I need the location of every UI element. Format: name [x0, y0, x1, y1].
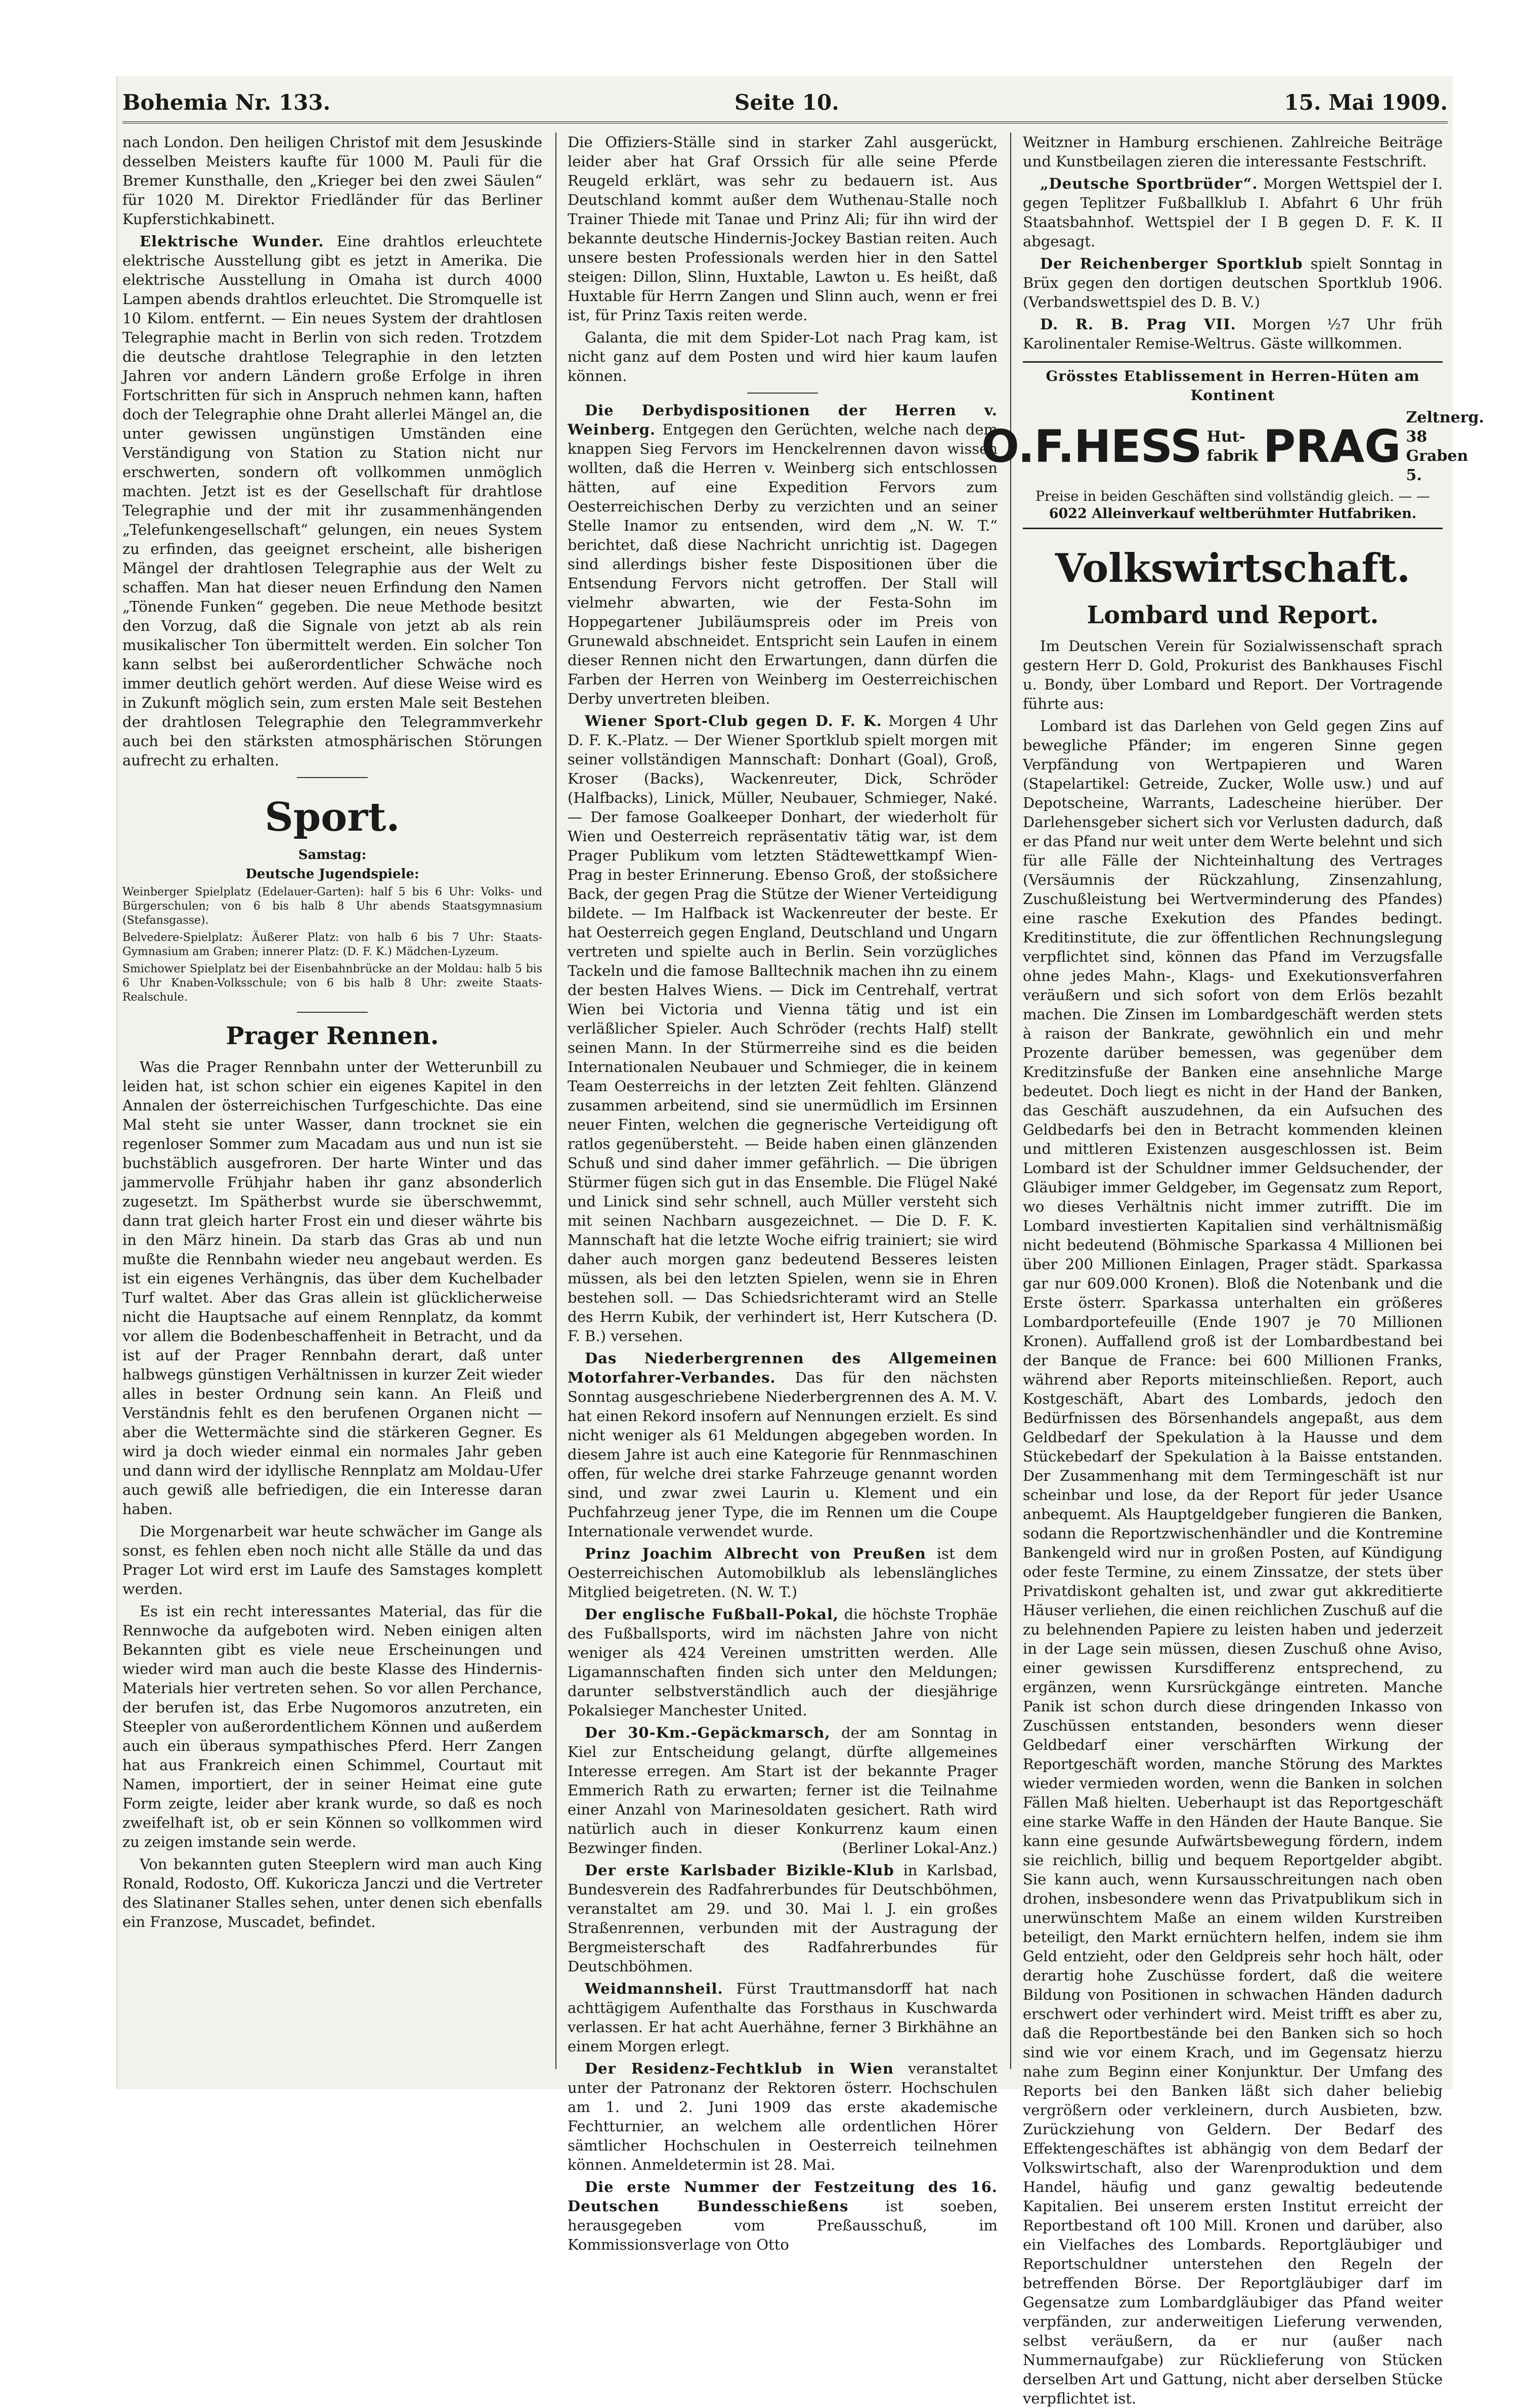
- column-3: [981, 133, 1484, 2407]
- paragraph: Die Offiziers-Ställe sind in starker Zahl ausgerückt, leider aber hat Graf Orssich für alle seine Pferde Reugeld erklärt, was sehr zu bedauern ist. Aus Deutschland kommt außer dem Wuthenau-Stalle noch Trainer Thiede mit Tanae und Prinz Ali; für ihn wird der bekannte deutsche Hindernis-Jockey Bastian reiten. Auch unsere besten Professionals werden hier in den Sattel steigen: Dillon, Slinn, Huxtable, Lawton u. Es heißt, daß Huxtable für Herrn Zangen und Slinn auch, wenn er frei ist, für Prinz Taxis reiten werde.: [568, 134, 998, 324]
- article-fussball-pokal: [568, 1605, 998, 1720]
- article-body: Morgen ½7 Uhr früh Karolinentaler Remise-Weltrus. Gäste willkommen.: [1023, 316, 1443, 352]
- article-title-prager-rennen: Prager Rennen.: [226, 1022, 439, 1050]
- header-rule: [122, 121, 1448, 123]
- paragraph: Weitzner in Hamburg erschienen. Zahlreiche Beiträge und Kunstbeilagen zieren die interessante Festschrift.: [1023, 134, 1443, 170]
- ad-price-line: Preise in beiden Geschäften sind vollständig gleich. — —: [1035, 489, 1430, 504]
- paragraph: Von bekannten guten Steeplern wird man auch King Ronald, Rodosto, Off. Kukoricza Janczi und die Vertreter des Slatinaner Stalles sehen, unter denen sich ebenfalls ein Franzose, Muscadet, befindet.: [122, 1856, 542, 1930]
- article-heading: Der 30-Km.-Gepäckmarsch,: [585, 1724, 831, 1741]
- article-reichenberger: [1023, 254, 1443, 312]
- article-heading: „Deutsche Sportbrüder“.: [1040, 175, 1258, 192]
- article-elektrische-wunder: [122, 232, 542, 770]
- article-heading: Der Reichenberger Sportklub: [1040, 255, 1303, 272]
- article-body: Morgen 4 Uhr D. F. K.-Platz. — Der Wiener Sportklub spielt morgen mit seiner vollständigen Mannschaft: Donhart (Goal), Groß, Kroser (Backs), Wackenreuter, Dick, Schröder (Halfbacks), Linick, Müller, Neubauer, Schmieger, Naké. — Der famose Goalkeeper Donhart, der wiederholt für Wien und Oesterreich repräsentativ tätig war, ist dem Prager Publikum vom letzten Städtewettkampf Wien-Prag in bester Erinnerung. Ebenso Groß, der stoßsichere Back, der gegen Prag die Stütze der Wiener Verteidigung bildete. — Im Halfback ist Wackenreuter der beste. Er hat Oesterreich gegen England, Deutschland und Ungarn vertreten und spielte auch in Berlin. Sein vorzügliches Tackeln und die famose Balltechnik machen ihn zu einem der besten Halves Wiens. — Dick im Centrehalf, vertrat Wien bei Victoria und Vienna tätig und ist ein verläßlicher Spieler. Auch Schröder (rechts Half) stellt seinen Mann. In der Stürmerreihe sind es die beiden Internationalen Neubauer und Schmieger, die in keinem Team Oesterreichs in der letzten Zeit fehlten. Glänzend zusammen arbeitend, sind sie unermüdlich im Ersinnen neuer Finten, welchen die gegnerische Verteidigung oft ratlos gegenübersteht. — Beide haben einen glänzenden Schuß und sind daher immer gefährlich. — Die übrigen Stürmer fügen sich gut in das Ensemble. Die Flügel Naké und Linick sind sehr schnell, auch Müller versteht sich mit seinen Nachbarn ausgezeichnet. — Die D. F. K. Mannschaft hat die letzte Woche eifrig trainiert; sie wird daher auch morgen ganz bedeutend Besseres leisten müssen, als bei den letzten Spielen, wenn sie in Ehren bestehen soll. — Das Schiedsrichteramt wird an Stelle des Herrn Kubik, der verhindert ist, Herr Kutschera (D. F. B.) versehen.: [568, 712, 998, 1345]
- article-heading: Der englische Fußball-Pokal,: [585, 1606, 839, 1623]
- article-heading: Prinz Joachim Albrecht von Preußen: [585, 1545, 926, 1562]
- article-body: die höchste Trophäe des Fußballsports, wird im nächsten Jahre von nicht weniger als 424 Vereinen umstritten werden. Alle Ligamannschaften finden sich unter den Meldungen; darunter selbstverständlich auch der diesjährige Pokalsieger Manchester United.: [568, 1606, 998, 1719]
- ad-tagline: Grösstes Etablissement in Herren-Hüten am Kontinent: [1046, 368, 1420, 404]
- schedule-item: Weinberger Spielplatz (Edelauer-Garten): half 5 bis 6 Uhr: Volks- und Bürgerschulen; von 6 bis halb 8 Uhr abends Staatsgymnasium (Stefansgasse).: [122, 886, 542, 927]
- article-body: ist dem Oesterreichischen Automobilklub als lebenslängliches Mitglied beigetreten. (N. W. T.): [568, 1545, 998, 1601]
- section-divider: [297, 1012, 368, 1013]
- article-heading: D. R. B. Prag VII.: [1040, 316, 1236, 333]
- article-body: Morgen Wettspiel der I. gegen Teplitzer Fußballklub I. Abfahrt 6 Uhr früh Staatsbahnhof. Wettspiel der I B gegen D. F. K. II abgesagt.: [1023, 175, 1443, 250]
- article-heading: Die Derbydispositionen der Herren v. Weinberg.: [568, 402, 998, 438]
- ad-address: Zeltnerg. 38 Graben 5.: [1406, 409, 1484, 484]
- article-weidmannsheil: [568, 1979, 998, 2056]
- schedule-subtitle: Deutsche Jugendspiele:: [245, 867, 419, 882]
- article-heading: Der Residenz-Fechtklub in Wien: [585, 2060, 894, 2077]
- article-body: spielt Sonntag in Brüx gegen den dortigen deutschen Sportklub 1906. (Verbandswettspiel des D. B. V.): [1023, 255, 1443, 311]
- ad-brand: O.F.HESS: [981, 420, 1202, 472]
- article-heading: Elektrische Wunder.: [140, 233, 324, 250]
- article-drb: [1023, 315, 1443, 353]
- issue-number: Bohemia Nr. 133.: [122, 90, 331, 115]
- paragraph: Galanta, die mit dem Spider-Lot nach Prag kam, ist nicht ganz auf dem Posten und wird hier kaum laufen können.: [568, 329, 998, 384]
- paragraph: Es ist ein recht interessantes Material, das für die Rennwoche da aufgeboten wird. Neben einigen alten Bekannten gibt es viele neue Erscheinungen und wieder wird man auch die beste Klasse des Hindernis-Materials hier vertreten sehen. So vor allen Perchance, der berufen ist, das Erbe Nugomoros anzutreten, ein Steepler von außerordentlichem Können und außerdem auch ein überaus sympathisches Pferd. Herr Zangen hat aus Frankreich einen Schimmel, Courtaut mit Namen, importiert, der in seiner Heimat eine gute Form zeigte, leider aber krank wurde, so daß es noch zweifelhaft ist, ob er sein Können so vollkommen wird zu zeigen imstande sein werde.: [122, 1603, 542, 1851]
- article-gepaeckmarsch: [568, 1723, 998, 1858]
- article-body: veranstaltet unter der Patronanz der Rektoren österr. Hochschulen am 1. und 2. Juni 1909 das erste akademische Fechtturnier, an welchem alle ordentlichen Hörer sämtlicher Hochschulen in Oesterreich teilnehmen können. Anmeldetermin ist 28. Mai.: [568, 2060, 998, 2173]
- paragraph: Im Deutschen Verein für Sozialwissenschaft sprach gestern Herr D. Gold, Prokurist des Bankhauses Fischl u. Bondy, über Lombard und Report. Der Vortragende führte aus:: [1023, 637, 1443, 712]
- column-2: [568, 133, 998, 2253]
- article-body: Fürst Trauttmansdorff hat nach achttägigem Aufenthalte das Forsthaus in Kuschwarda verlassen. Er hat acht Auerhähne, ferner 3 Birkhähne an einem Morgen erlegt.: [568, 1980, 998, 2055]
- paragraph: Die Morgenarbeit war heute schwächer im Gange als sonst, es fehlen eben noch nicht alle Ställe da und das Prager Lot wird erst im Laufe des Samstages komplett werden.: [122, 1523, 542, 1598]
- page-header: [122, 85, 1448, 120]
- article-festzeitung: [568, 2177, 998, 2254]
- issue-date: 15. Mai 1909.: [1284, 90, 1448, 115]
- page-number: Seite 10.: [734, 90, 839, 115]
- ad-sales-line: 6022 Alleinverkauf weltberühmter Hutfabriken.: [1049, 506, 1417, 522]
- section-divider: [297, 777, 368, 778]
- schedule-item: Belvedere-Spielplatz: Äußerer Platz: von halb 6 bis 7 Uhr: Staats-Gymnasium am Graben; innerer Platz: (D. F. K.) Mädchen-Lyzeum.: [122, 931, 542, 958]
- article-title-lombard: Lombard und Report.: [1087, 601, 1379, 629]
- paragraph: nach London. Den heiligen Christof mit dem Jesuskinde desselben Meisters kaufte für 1000 M. Pauli für die Bremer Kunsthalle, den „Krieger bei den zwei Säulen“ für 1020 M. Direktor Friedländer für das Berliner Kupferstichkabinett.: [122, 134, 542, 228]
- article-wiener-sportclub: [568, 711, 998, 1346]
- newspaper-page: [116, 76, 1484, 2407]
- article-heading: Wiener Sport-Club gegen D. F. K.: [585, 712, 882, 729]
- article-body: Das für den nächsten Sonntag ausgeschriebene Niederbergrennen des A. M. V. hat einen Rekord insofern auf Nennungen erzielt. Es sind nicht weniger als 61 Meldungen abgegeben worden. In diesem Jahre ist auch eine Kategorie für Rennmaschinen offen, für welche drei starke Fahrzeuge genannt worden sind, und zwar zwei Laurin u. Klement und ein Puchfahrzeug jener Type, die im Rennen um die Coupe Internationale verwendet wurde.: [568, 1369, 998, 1540]
- ad-main-line: [981, 408, 1484, 485]
- article-heading: Das Niederbergrennen des Allgemeinen Motorfahrer-Verbandes.: [568, 1350, 998, 1386]
- schedule-title: Samstag:: [298, 847, 367, 863]
- schedule-list: [122, 885, 542, 1005]
- ad-city: PRAG: [1263, 420, 1401, 472]
- article-fechtklub: [568, 2059, 998, 2174]
- column-divider: [555, 133, 556, 2069]
- section-title-sport: Sport.: [265, 794, 400, 840]
- paragraph: Was die Prager Rennbahn unter der Wetterunbill zu leiden hat, ist schon schier ein eigenes Kapitel in den Annalen der österreichischen Turfgeschichte. Das eine Mal steht sie unter Wasser, dann trocknet sie ein regenloser Sommer zum Macadam aus und nun ist sie buchstäblich ausgefroren. Der harte Winter und das jammervolle Frühjahr haben ihr ganz absonderlich zugesetzt. Im Spätherbst wurde sie überschwemmt, dann trat gleich harter Frost ein und dieser währte bis in den März hinein. Da starb das Gras ab und nun mußte die Rennbahn wieder neu angebaut werden. Es ist ein eigenes Verhängnis, das über dem Kuchelbader Turf waltet. Aber das Gras allein ist glücklicherweise nicht die Hauptsache auf einem Rennplatz, da kommt vor allem die Bodenbeschaffenheit in Betracht, und da ist auf der Prager Rennbahn derart, daß unter halbwegs günstigen Verhältnissen in kurzer Zeit wieder alles in bester Ordnung sein kann. An Fleiß und Verständnis fehlt es den berufenen Organen nicht — aber die Wettermächte sind die stärkeren Gegner. Es wird ja doch wieder einmal ein normales Jahr geben und dann wird der idyllische Rennplatz am Moldau-Ufer auch gewiß alle befriedigen, die ein Interesse daran haben.: [122, 1058, 542, 1518]
- article-heading: Weidmannsheil.: [585, 1980, 723, 1997]
- advertisement-hess: [981, 361, 1484, 529]
- article-prinz: [568, 1544, 998, 1602]
- article-body: in Karlsbad, Bundesverein des Radfahrerbundes für Deutschböhmen, veranstaltet am 29. und 30. Mai l. J. ein großes Straßenrennen, verbunden mit der Austragung der Bergmeisterschaft des Radfahrerbundes für Deutschböhmen.: [568, 1862, 998, 1975]
- article-sportbrueder: [1023, 174, 1443, 251]
- article-body: der am Sonntag in Kiel zur Entscheidung gelangt, dürfte allgemeines Interesse erregen. Am Start ist der bekannte Prager Emmerich Rath zu erwarten; ferner ist die Teilnahme einer Anzahl von Marinesoldaten gesichert. Rath wird natürlich auch in dieser Konkurrenz kaum einen Bezwinger finden.: [568, 1724, 998, 1857]
- article-body: Entgegen den Gerüchten, welche nach dem knappen Sieg Fervors im Henckelrennen davon wissen wollten, daß die Herren v. Weinberg sich entschlossen hätten, auf eine Expedition Fervors zum Oesterreichischen Derby zu verzichten und an seiner Stelle Inamor zu entsenden, wird dem „N. W. T.“ berichtet, daß diese Nachricht unrichtig ist. Dagegen sind allerdings bisher feste Dispositionen über die Entsendung Fervors nicht getroffen. Der Stall will vielmehr abwarten, wie der Festa-Sohn im Hoppegartener Jubiläumspreis oder im Preis von Grunewald abschneidet. Entspricht sein Laufen in einem dieser Rennen nicht den Erwartungen, dann dürfen die Farben der Herren von Weinberg im Oesterreichischen Derby unvertreten bleiben.: [568, 421, 998, 707]
- ad-hutfabrik: Hut- fabrik: [1206, 428, 1258, 465]
- article-niederbergrennen: [568, 1349, 998, 1541]
- column-1: [122, 133, 542, 2069]
- article-source: (Berliner Lokal-Anz.): [842, 1839, 998, 1857]
- article-heading: Der erste Karlsbader Bizikle-Klub: [585, 1862, 894, 1879]
- article-derby: [568, 401, 998, 708]
- article-heading: Die erste Nummer der Festzeitung des 16. Deutschen Bundesschießens: [568, 2178, 998, 2215]
- section-divider: [747, 393, 818, 394]
- schedule-item: Smichower Spielplatz bei der Eisenbahnbrücke an der Moldau: halb 5 bis 6 Uhr Knaben-Volksschule; von 6 bis halb 8 Uhr: zweite Staats-Realschule.: [122, 963, 542, 1004]
- paragraph: Lombard ist das Darlehen von Geld gegen Zins auf bewegliche Pfänder; im engeren Sinne gegen Verpfändung von Wertpapieren und Waren (Stapelartikel: Getreide, Zucker, Wolle usw.) und auf Depotscheine, Warrants, Ladescheine hierüber. Der Darlehensgeber sichert sich vor Verlusten dadurch, daß er das Pfand nur weit unter dem Werte belehnt und sich für alle Fälle der Nichteinhaltung des Vertrages (Versäumnis der Rückzahlung, Zinsenzahlung, Zuschußleistung bei Wertverminderung des Pfandes) eine rasche Exekution des Pfandes bedingt. Kreditinstitute, die zur öffentlichen Rechnungslegung verpflichtet sind, können das Pfand im Verzugsfalle ohne jedes Mahn-, Klags- und Exekutionsverfahren veräußern und sich sofort von dem Erlös bezahlt machen. Die Zinsen im Lombardgeschäft werden stets à raison der Bankrate, gewöhnlich ein und mehr Prozente darüber bemessen, was gegenüber dem Kreditzinsfuße der Banken eine ansehnliche Marge bedeutet. Doch liegt es nicht in der Hand der Banken, das Geschäft auszudehnen, da ein Aufsuchen des Geldbedarfs bei den in Betracht kommenden kleinen und mittleren Existenzen ausgeschlossen ist. Beim Lombard ist der Schuldner immer Geldsuchender, der Gläubiger immer Geldgeber, im Gegensatz zum Report, wo dieses Verhältnis nicht immer zutrifft. Die im Lombard investierten Kapitalien sind verhältnismäßig nicht bedeutend (Böhmische Sparkassa 4 Millionen bei über 200 Millionen Einlagen, Prager städt. Sparkassa gar nur 609.000 Kronen). Bloß die Notenbank und die Erste österr. Sparkassa unterhalten ein größeres Lombardportefeuille (Ende 1907 je 70 Millionen Kronen). Auffallend groß ist der Lombardbestand bei der Banque de France: bei 600 Millionen Franks, während aber Reports miteinschließen. Report, auch Kostgeschäft, Abart des Lombards, jedoch den Bedürfnissen des Börsenhandels angepaßt, aus dem Geldbedarf der Spekulation à la Hausse und dem Stückebedarf der Spekulation à la Baisse entstanden. Der Zusammenhang mit dem Termingeschäft ist nur scheinbar und lose, da der Report für jeder Usance anbequemt. Als Hauptgeldgeber fungieren die Banken, sodann die Reportzwischenhändler und die Kontremine Bankengeld wird nur in großen Posten, auf Kündigung oder feste Termine, zu einem Zinssatze, der stets über Privatdiskont gehalten ist, und zwar gut akkreditierte Häuser verliehen, die einen reichlichen Zuschuß auf die zu belehnenden Papiere zu leisten haben und jederzeit in der Lage sein müssen, diesen Zuschuß ohne Aviso, einer gewissen Kursdifferenz entsprechend, zu ergänzen, wenn Kursrückgänge eintreten. Manche Panik ist schon durch diese dringenden Inkasso von Zuschüssen entstanden, besonders wenn dieser Geldbedarf einer verschärften Wirkung der Reportgeschäft worden, manche Störung des Marktes wieder vermieden worden, wenn die Banken in solchen Fällen Maß hielten. Ueberhaupt ist das Reportgeschäft eine starke Waffe in den Händen der Haute Banque. Sie kann eine gesunde Aufwärtsbewegung fördern, indem sie reichlich, billig und bequem Reportgelder abgibt. Sie kann auch, wenn Kursausschreitungen nach oben drohen, insbesondere wenn das Privatpublikum sich in unerwünschtem Maße an einem wilden Kurstreiben beteiligt, den Markt ernüchtern helfen, indem sie ihm Geld entzieht, oder den Geldpreis sehr hoch hält, oder derartig hohe Zuschüsse fordert, daß die weitere Bildung von Positionen in schwachen Händen dadurch erschwert oder verhindert wird. Meist trifft es aber zu, daß die Reportbestände bei den Banken sich so hoch sind wie vor einem Krach, und im Gegensatz hierzu nahe zum Beginn einer Konjunktur. Der Umfang des Reports bei den Banken läßt sich daher beliebig vergrößern oder verkleinern, durch Ausbieten, bzw. Zurückziehung von Geldern. Der Bedarf des Effektengeschäftes ist abhängig von dem Bedarf der Volkswirtschaft, also der Warenproduktion und dem Handel, häufig und ganz gewaltig bedeutende Kapitalien. Bei unserem ersten Institut erreicht der Reportbestand oft 100 Mill. Kronen und darüber, also ein Vielfaches des Lombards. Reportgläubiger und Reportschuldner unterstehen den Regeln der betreffenden Börse. Der Reportgläubiger darf im Gegensatze zum Lombardgläubiger das Pfand weiter verpfänden, zur anderweitigen Lieferung verwenden, selbst veräußern, da er nur (außer nach Nummernaufgabe) zur Rücklieferung von Stücken derselben Art und Gattung, nicht aber derselben Stücke verpflichtet ist.: [1023, 717, 1443, 2407]
- article-body: ist soeben, herausgegeben vom Preßausschuß, im Kommissionsverlage von Otto: [568, 2198, 998, 2253]
- article-body: Eine drahtlos erleuchtete elektrische Ausstellung gibt es jetzt in Amerika. Die elektrische Ausstellung in Omaha ist durch 4000 Lampen abends drahtlos erleuchtet. Die Stromquelle ist 10 Kilom. entfernt. — Ein neues System der drahtlosen Telegraphie macht in Berlin von sich reden. Trotzdem die deutsche drahtlose Telegraphie in den letzten Jahren vor andern Ländern große Erfolge in ihren Fortschritten für sich in Anspruch nehmen kann, haften doch der Telegraphie ohne Draht allerlei Mängel an, die unter gewissen ungünstigen Umständen eine Verständigung von Station zu Station nicht nur erschwerten, sondern oft vollkommen unmöglich machten. Jetzt ist es der Gesellschaft für drahtlose Telegraphie und der mit ihr zusammenhängenden „Telefunkengesellschaft“ gelungen, ein neues System zu erfinden, das geeignet erscheint, alle bisherigen Mängel der drahtlosen Telegraphie aus der Welt zu schaffen. Man hat dieser neuen Erfindung den Namen „Tönende Funken“ gegeben. Die neue Methode besitzt den Vorzug, daß die Signale von jetzt ab als rein musikalischer Ton übermittelt werden. Ein solcher Ton kann selbst bei außerordentlicher Schwäche noch immer deutlich gehört werden. Auf diese Weise wird es in Zukunft möglich sein, zum ersten Male seit Bestehen der drahtlosen Telegraphie den Telegrammverkehr auch bei den stärksten atmosphärischen Störungen aufrecht zu erhalten.: [122, 233, 542, 769]
- article-karlsbader: [568, 1861, 998, 1976]
- section-title-volkswirtschaft: Volkswirtschaft.: [1055, 545, 1411, 591]
